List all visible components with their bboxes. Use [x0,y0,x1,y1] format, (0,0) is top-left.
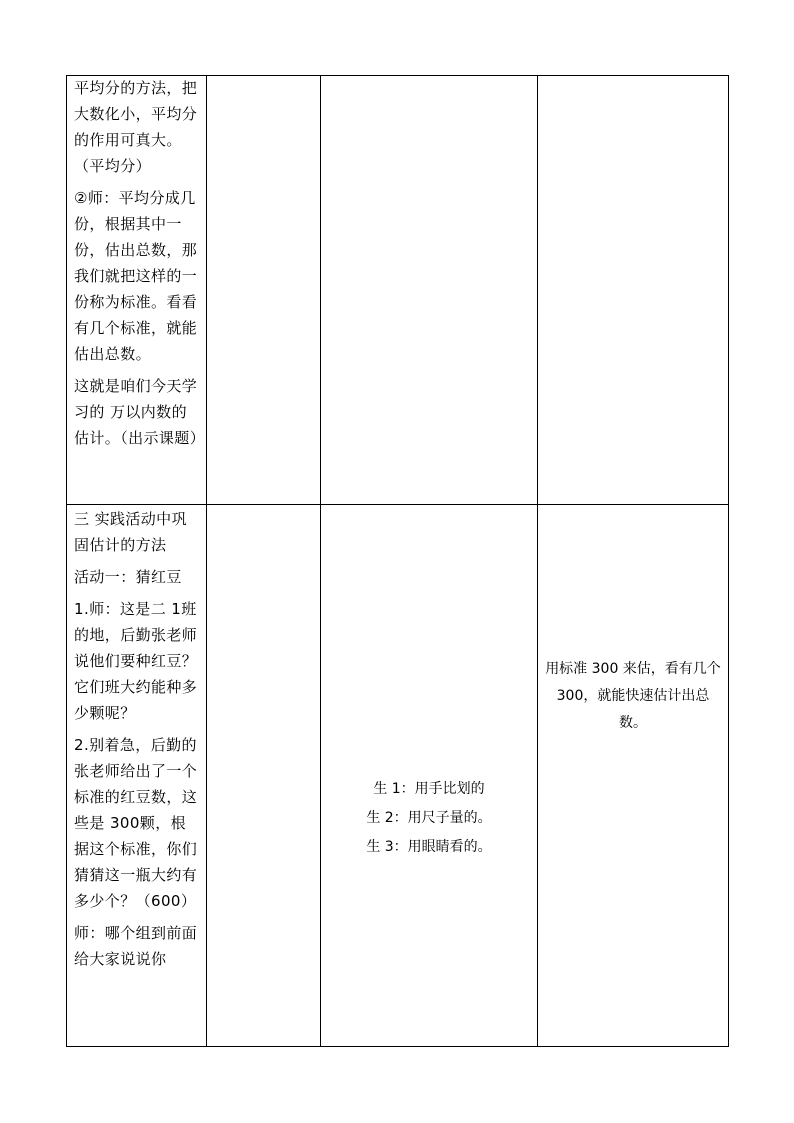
teacher-paragraph: 这就是咱们今天学习的 万以内数的估计。（出示课题） [74,377,206,447]
teacher-paragraph: ②师：平均分成几份，根据其中一份，估出总数，那我们就把这样的一份称为标准。看看有几个标准，就能估出总数。 [74,189,198,363]
teacher-paragraph: 师：哪个组到前面给大家说说你 [74,924,198,968]
teacher-paragraph: 1.师：这是二 1班的地，后勤张老师说他们要种红豆？它们班大约能种多少颗呢？ [74,600,198,722]
table-row [67,76,729,505]
lesson-plan-table [66,75,729,1047]
empty-cell [207,505,321,1047]
student-responses [321,775,537,862]
empty-cell [321,76,538,505]
design-note: 用标准 300 来估，看有几个 300，就能快速估计出总数。 [545,661,721,731]
empty-cell [207,76,321,505]
teacher-activity-cell [67,76,207,505]
teacher-activity-cell [67,505,207,1047]
design-intent-cell [538,505,729,1047]
empty-cell [538,76,729,505]
table-row [67,505,729,1047]
student-activity-cell [321,505,538,1047]
teacher-paragraph: 三 实践活动中巩固估计的方法 [74,510,187,554]
teacher-paragraph: 2.别着急，后勤的张老师给出了一个标准的红豆数，这些是 300颗，根据这个标准，你们猜猜这一瓶大约有多少个？（600） [74,736,198,910]
teacher-paragraph: 活动一：猜红豆 [74,568,182,586]
student-line: 生 3：用眼睛看的。 [366,839,492,855]
student-line: 生 2：用尺子量的。 [366,810,492,826]
student-line: 生 1：用手比划的 [373,781,485,797]
teacher-paragraph: 平均分的方法，把大数化小，平均分的作用可真大。（平均分） [74,79,198,175]
